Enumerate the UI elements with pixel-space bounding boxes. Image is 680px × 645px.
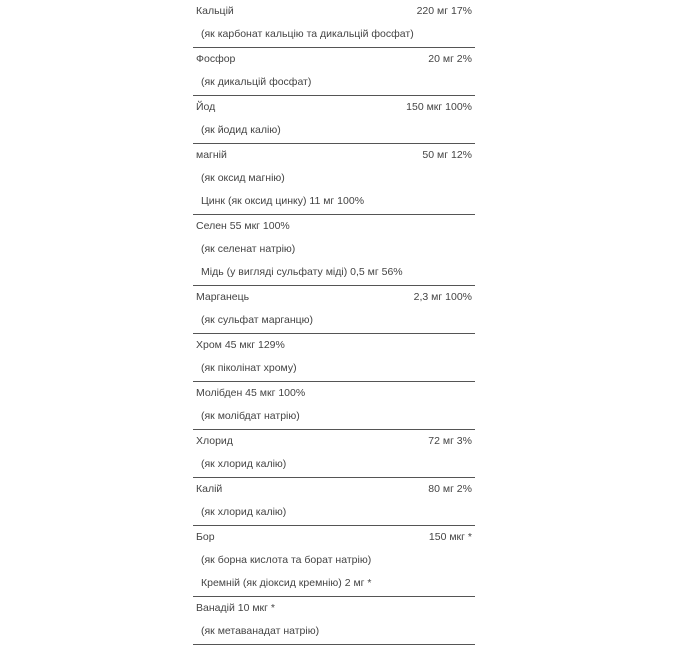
nutrient-row xyxy=(193,430,475,453)
nutrient-name: Калій xyxy=(196,483,223,495)
nutrient-source-row xyxy=(193,261,475,284)
nutrient-source: Цинк (як оксид цинку) 11 мг 100% xyxy=(201,195,365,207)
nutrient-source-row xyxy=(193,71,475,94)
nutrient-group-chromium xyxy=(193,334,475,382)
nutrient-row xyxy=(193,215,475,238)
nutrient-amount: 20 мг 2% xyxy=(428,53,472,65)
nutrient-group-magnesium xyxy=(193,144,475,215)
nutrient-source-row xyxy=(193,190,475,213)
nutrient-amount: 2,3 мг 100% xyxy=(413,291,472,303)
nutrient-row xyxy=(193,286,475,309)
nutrient-group-boron xyxy=(193,526,475,597)
nutrient-source: (як оксид магнію) xyxy=(201,172,285,184)
nutrient-source: (як піколінат хрому) xyxy=(201,362,297,374)
nutrient-name: Селен 55 мкг 100% xyxy=(196,220,290,232)
nutrient-source-row xyxy=(193,23,475,46)
nutrient-row xyxy=(193,382,475,405)
nutrient-name: Кальцій xyxy=(196,5,234,17)
nutrient-source-row xyxy=(193,309,475,332)
nutrient-source-row xyxy=(193,453,475,476)
nutrient-name: Йод xyxy=(196,101,216,113)
nutrient-source: (як борна кислота та борат натрію) xyxy=(201,554,372,566)
nutrient-name: Бор xyxy=(196,531,215,543)
nutrient-name: Ванадій 10 мкг * xyxy=(196,602,275,614)
nutrient-source: (як карбонат кальцію та дикальцій фосфат) xyxy=(201,28,414,40)
nutrient-amount: 150 мкг * xyxy=(428,531,472,543)
nutrient-source-row xyxy=(193,549,475,572)
nutrient-source: (як метаванадат натрію) xyxy=(201,625,320,637)
nutrient-source-row xyxy=(193,167,475,190)
nutrient-amount: 50 мг 12% xyxy=(422,149,472,161)
nutrient-row xyxy=(193,96,475,119)
nutrient-name: Молібден 45 мкг 100% xyxy=(196,387,306,399)
nutrient-source: (як хлорид калію) xyxy=(201,458,287,470)
nutrient-source: (як селенат натрію) xyxy=(201,243,296,255)
nutrient-group-chloride xyxy=(193,430,475,478)
nutrient-source-row xyxy=(193,501,475,524)
nutrient-group-phosphorus xyxy=(193,48,475,96)
nutrient-amount: 72 мг 3% xyxy=(428,435,472,447)
nutrient-group-iodine xyxy=(193,96,475,144)
nutrient-source-row xyxy=(193,405,475,428)
nutrient-source: Кремній (як діоксид кремнію) 2 мг * xyxy=(201,577,372,589)
nutrient-row xyxy=(193,334,475,357)
nutrient-group-selenium xyxy=(193,215,475,286)
nutrient-source: (як молібдат натрію) xyxy=(201,410,300,422)
nutrient-source: (як сульфат марганцю) xyxy=(201,314,314,326)
nutrient-table xyxy=(193,0,475,645)
nutrient-row xyxy=(193,0,475,23)
nutrient-source-row xyxy=(193,238,475,261)
nutrient-row xyxy=(193,48,475,71)
nutrient-source-row xyxy=(193,620,475,643)
nutrient-group-manganese xyxy=(193,286,475,334)
nutrient-group-potassium xyxy=(193,478,475,526)
nutrient-row xyxy=(193,526,475,549)
nutrient-amount: 80 мг 2% xyxy=(428,483,472,495)
nutrient-name: Фосфор xyxy=(196,53,236,65)
nutrient-name: Хром 45 мкг 129% xyxy=(196,339,285,351)
nutrient-name: Марганець xyxy=(196,291,250,303)
nutrient-source-row xyxy=(193,572,475,595)
nutrient-name: Хлорид xyxy=(196,435,233,447)
nutrient-source: Мідь (у вигляді сульфату міді) 0,5 мг 56% xyxy=(201,266,403,278)
nutrient-source-row xyxy=(193,119,475,142)
nutrient-amount: 150 мкг 100% xyxy=(406,101,472,113)
nutrient-row xyxy=(193,144,475,167)
nutrient-source: (як дикальцій фосфат) xyxy=(201,76,312,88)
nutrient-row xyxy=(193,597,475,620)
nutrient-source: (як йодид калію) xyxy=(201,124,281,136)
nutrient-name: магній xyxy=(196,149,227,161)
nutrient-row xyxy=(193,478,475,501)
nutrient-group-calcium xyxy=(193,0,475,48)
nutrient-group-vanadium xyxy=(193,597,475,645)
nutrient-group-molybdenum xyxy=(193,382,475,430)
nutrient-source-row xyxy=(193,357,475,380)
nutrient-source: (як хлорид калію) xyxy=(201,506,287,518)
nutrient-amount: 220 мг 17% xyxy=(416,5,472,17)
